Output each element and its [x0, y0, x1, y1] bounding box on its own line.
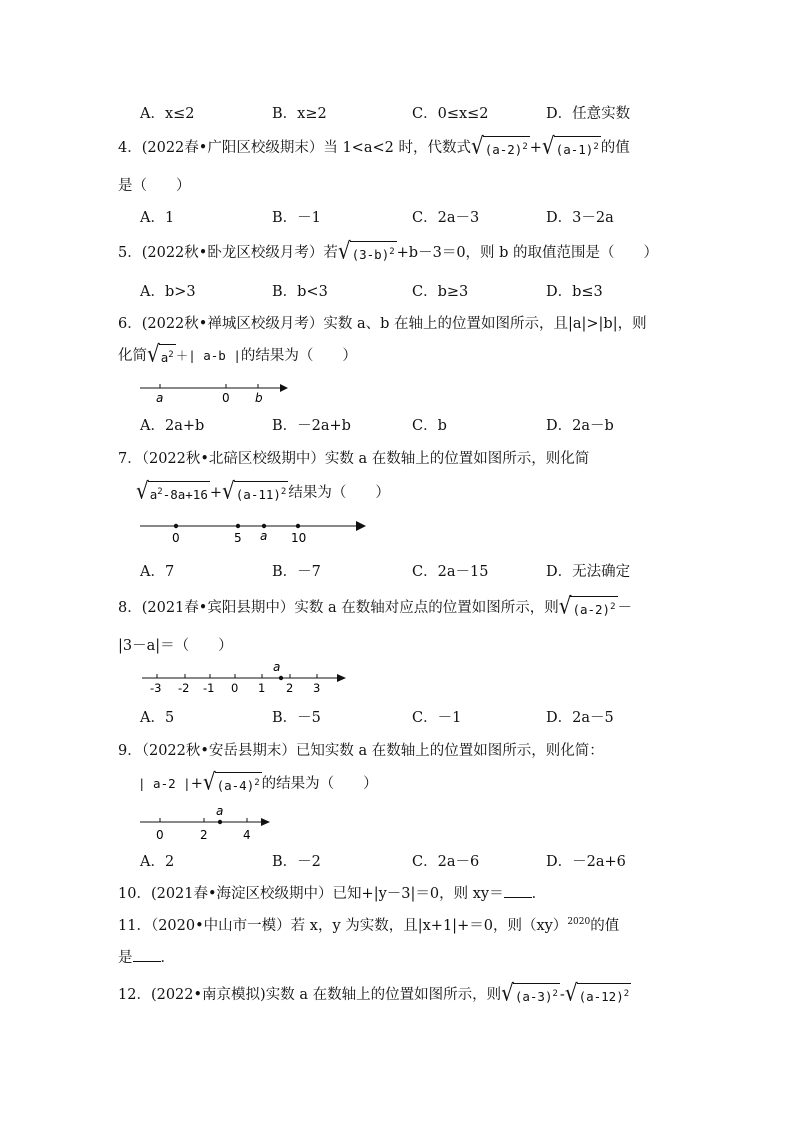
q8-axis-label-neg2: -2 [178, 681, 190, 695]
q8-stem: 8．(2021春•宾阳县期中）实数 a 在数轴对应点的位置如图所示，则 √ $(a-2)^2$ － [118, 591, 633, 620]
q4-option-a: A．1 [140, 210, 175, 226]
q9-axis-label-a: a [216, 804, 224, 818]
q7-axis-label-a: a [260, 529, 268, 543]
q9-option-d: D．－2a+6 [546, 854, 626, 870]
q11-stem: 11．（2020•中山市一模）若 x，y 为实数，且|x+1|+＝0，则（xy）$^{2020}$的值 [118, 917, 620, 934]
q8-stem-line2: |3－a|＝（ ） [118, 638, 233, 654]
q7-option-b: B．－7 [272, 564, 321, 580]
q10-answer-blank [504, 885, 532, 898]
q9-option-b: B．－2 [272, 854, 321, 870]
q9-stem: 9．（2022秋•安岳县期末）已知实数 a 在数轴上的位置如图所示，则化简： [118, 743, 604, 759]
q7-stem: 7．（2022秋•北碚区校级期中）实数 a 在数轴上的位置如图所示，则化简 [118, 451, 590, 467]
q8-sqrt: √ $(a-2)^2$ [558, 591, 616, 620]
q8-number-line [140, 660, 350, 696]
q4-stem: 4．(2022春•广阳区校级期末）当 1<a<2 时，代数式 √ $(a-2)^2$ + √ $(a-1)^2$ 的值 [118, 131, 630, 160]
q12-sqrt-1: √ $(a-3)^2$ [501, 978, 558, 1007]
q6-sqrt: √ $a^2$ [147, 339, 174, 368]
q7-axis-label-5: 5 [234, 531, 242, 545]
q9-axis-label-2: 2 [200, 828, 208, 842]
q10-stem: 10．(2021春•海淀区校级期中）已知+|y－3|＝0，则 xy＝ ． [118, 886, 547, 902]
q6-axis-label-a: a [156, 391, 164, 405]
q7-option-d: D．无法确定 [546, 564, 631, 580]
q6-axis-label-0: 0 [222, 391, 230, 405]
q3-option-c: C．0≤x≤2 [412, 106, 489, 122]
q9-option-a: A．2 [140, 854, 175, 870]
q3-option-a: A．x≤2 [140, 106, 195, 122]
q9-stem-line2: | a-2 |+ √ $(a-4)^2$ 的结果为（ ） [138, 767, 378, 796]
q7-axis-label-0: 0 [172, 531, 180, 545]
q7-option-c: C．2a－15 [412, 564, 489, 580]
q8-option-a: A．5 [140, 710, 175, 726]
q3-option-d: D．任意实数 [546, 106, 631, 122]
q7-number-line [138, 516, 368, 546]
q8-axis-label-neg1: -1 [203, 681, 215, 695]
q5-option-d: D．b≤3 [546, 284, 603, 300]
q8-axis-label-a: a [273, 660, 281, 674]
q5-option-a: A．b>3 [140, 284, 196, 300]
q4-option-b: B．－1 [272, 210, 321, 226]
q6-option-d: D．2a－b [546, 418, 614, 434]
q8-axis-label-0: 0 [231, 681, 239, 695]
q8-option-d: D．2a－5 [546, 710, 614, 726]
q4-option-c: C．2a－3 [412, 210, 480, 226]
q4-sqrt-2: √ $(a-1)^2$ [541, 131, 599, 160]
q6-option-b: B．－2a+b [272, 418, 351, 434]
q9-option-c: C．2a－6 [412, 854, 480, 870]
q8-axis-label-neg3: -3 [150, 681, 162, 695]
q9-axis-label-0: 0 [156, 828, 164, 842]
q5-sqrt: √ $(3-b)^2$ [337, 236, 395, 265]
q6-option-c: C．b [412, 418, 447, 434]
q8-axis-label-1: 1 [258, 681, 266, 695]
q12-sqrt-2: √ $(a-12)^2$ [564, 978, 630, 1007]
q6-stem-line2: 化简 √ $a^2$ ＋| a-b |的结果为（ ） [118, 339, 357, 368]
q5-stem: 5．(2022秋•卧龙区校级月考）若 √ $(3-b)^2$ +b－3＝0，则 b 的取值范围是（ ） [118, 236, 659, 265]
q12-stem: 12．(2022•南京模拟)实数 a 在数轴上的位置如图所示，则 √ $(a-3)^2$ - √ $(a-12)^2$ [118, 978, 630, 1007]
q11-stem-line2: 是 ． [118, 950, 175, 966]
q6-number-line [138, 378, 290, 406]
q3-option-b: B．x≥2 [272, 106, 327, 122]
q8-axis-label-2: 2 [286, 681, 294, 695]
q7-sqrt-2: √ $(a-11)^2$ [222, 476, 287, 505]
q7-option-a: A．7 [140, 564, 175, 580]
q4-stem-line2: 是（ ） [118, 178, 191, 194]
q7-axis-label-10: 10 [291, 531, 307, 545]
q6-stem: 6．(2022秋•禅城区校级月考）实数 a、b 在轴上的位置如图所示，且|a|>|b|，则 [118, 316, 647, 332]
q6-option-a: A．2a+b [140, 418, 205, 434]
q8-axis-label-3: 3 [313, 681, 321, 695]
q9-sqrt: √ $(a-4)^2$ [202, 767, 260, 796]
q9-number-line [138, 804, 278, 844]
q9-axis-label-4: 4 [243, 828, 251, 842]
q6-axis-label-b: b [255, 391, 263, 405]
q8-option-c: C．－1 [412, 710, 462, 726]
q11-answer-blank [133, 949, 161, 962]
q4-sqrt-1: √ $(a-2)^2$ [470, 131, 528, 160]
q5-option-b: B．b<3 [272, 284, 328, 300]
q8-option-b: B．－5 [272, 710, 321, 726]
q5-option-c: C．b≥3 [412, 284, 469, 300]
q7-stem-line2: √ $a^2-8a+16$ + √ $(a-11)^2$ 结果为（ ） [136, 476, 390, 505]
q4-option-d: D．3－2a [546, 210, 614, 226]
q7-sqrt-1: √ $a^2-8a+16$ [136, 476, 208, 505]
